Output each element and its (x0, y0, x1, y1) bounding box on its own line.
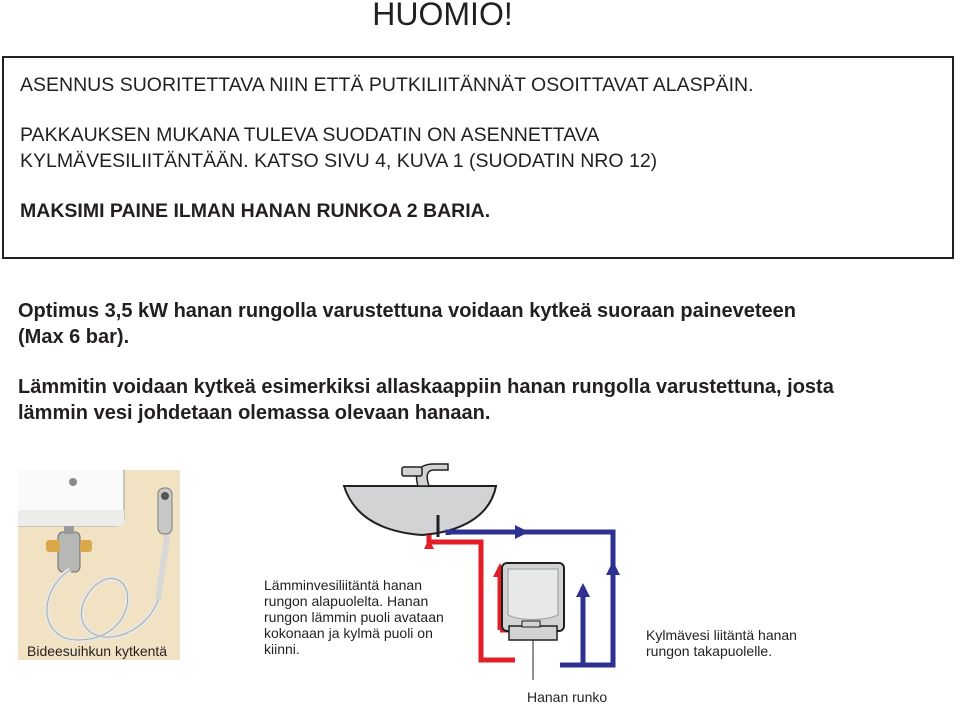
warm-water-caption-1: Lämminvesiliitäntä hanan (264, 577, 422, 593)
cold-water-caption-1: Kylmävesi liitäntä hanan (646, 627, 797, 643)
tap-body-caption: Hanan runko (527, 689, 608, 705)
notice-max-pressure: MAKSIMI PAINE ILMAN HANAN RUNKOA 2 BARIA. (20, 200, 491, 222)
tap-body (509, 626, 557, 640)
notice-filter-line-2: KYLMÄVESILIITÄNTÄÄN. KATSO SIVU 4, KUVA 1 (SUODATIN NRO 12) (20, 150, 658, 172)
installation-diagram (330, 455, 660, 680)
page-title: HUOMIO! (372, 0, 513, 32)
cold-water-caption-2: rungon takapuolelle. (646, 643, 773, 659)
valve-body (58, 532, 80, 572)
paragraph-installation-line-2: lämmin vesi johdetaan olemassa olevaan hanaan. (18, 402, 491, 424)
warm-water-caption-3: rungon lämmin puoli avataan (264, 609, 444, 625)
notice-installation-orientation: ASENNUS SUORITETTAVA NIIN ETTÄ PUTKILIITÄNNÄT OSOITTAVAT ALASPÄIN. (20, 74, 754, 96)
bidet-shower-photo (18, 470, 180, 660)
paragraph-pressure-line-2: (Max 6 bar). (18, 326, 130, 348)
notice-filter-line-1: PAKKAUKSEN MUKANA TULEVA SUODATIN ON ASENNETTAVA (20, 124, 600, 146)
warm-water-caption-2: rungon alapuolelta. Hanan (264, 593, 429, 609)
paragraph-pressure-line-1: Optimus 3,5 kW hanan rungolla varustettuna voidaan kytkeä suoraan paineveteen (18, 300, 796, 322)
paragraph-installation-line-1: Lämmitin voidaan kytkeä esimerkiksi allaskaappiin hanan rungolla varustettuna, josta (18, 376, 834, 398)
notice-box (2, 56, 954, 259)
cold-flow-arrow (515, 525, 529, 539)
photo-caption: Bideesuihkun kytkentä (27, 643, 168, 659)
warm-water-caption-5: kiinni. (264, 641, 300, 657)
warm-water-caption-4: kokonaan ja kylmä puoli on (264, 625, 433, 641)
washbasin (344, 486, 496, 535)
